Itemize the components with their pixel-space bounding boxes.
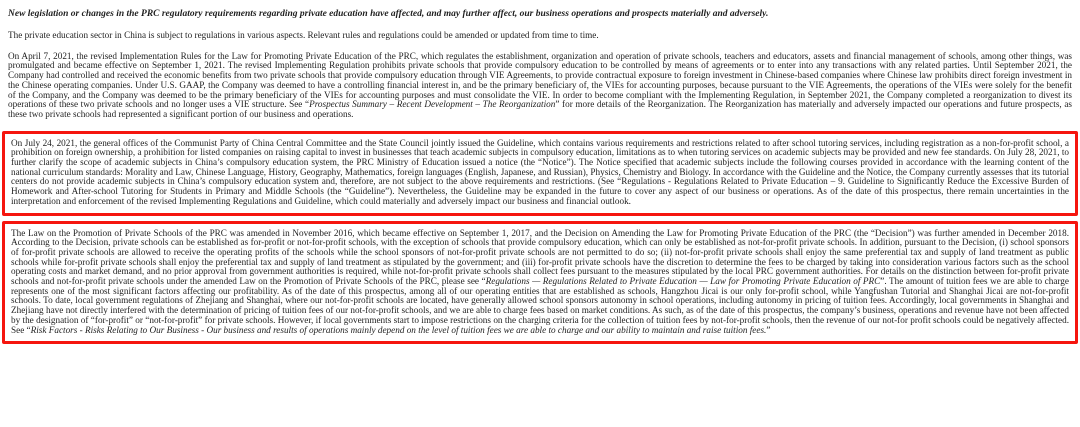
annotation-box-private-schools-law: [2, 221, 1078, 345]
paragraph-intro: The private education sector in China is subject to regulations in various aspects. Relevant rules and regulations could be amended or updated from time to time.: [8, 30, 599, 40]
paragraph-implementation-rules: On April 7, 2021, the revised Implementation Rules for the Law for Promoting Private Education of the PRC, which regulates the establishment, organization and operation of private schools, teachers and educators, assets and financial management of schools, among other things, was promulgated and became effective on September 1, 2021. The revised Implementing Regulation prohibits private schools that provide compulsory education to be controlled by means of agreements or to enter into any transactions with any related parties. Until September 2021, the Company had controlled and received the economic benefits from two private schools that provide compulsory education through VIE Agreements, to provide contractual exposure to foreign investment in Chinese-based companies where Chinese law prohibits direct foreign investment in the Chinese operating companies. Under U.S. GAAP, the Company was deemed to have a controlling financial interest in, and be the primary beneficiary of, the VIEs for accounting purposes, because pursuant to the VIE Agreements, the operations of the VIEs were solely for the benefit of the Company, and the Company was deemed to be the primary beneficiary of the VIEs for accounting purposes and must consolidate the VIE. In order to become compliant with the Implementing Regulation, in September 2021, the Company completed a reorganization to divest its operations of these two private schools and no longer uses a VIE structure. See “Prospectus Summary – Recent Development – The Reorganization” for more details of the Reorganization. The Reorganization has materially and adversely impacted our operations and future prospects, as these two private schools had represented a significant portion of our business and operations.: [8, 50, 1072, 119]
section-heading: New legislation or changes in the PRC regulatory requirements regarding private education have affected, and may further affect, our business operations and prospects materially and adversely.: [8, 9, 769, 19]
annotation-box-guideline: [2, 131, 1078, 216]
paragraph-guideline: On July 24, 2021, the general offices of the Communist Party of China Central Committee and the State Council jointly issued the Guideline, which contains various requirements and restrictions related to after school tutoring services, including registration as a non-for-profit school, a prohibition on foreign ownership, a prohibition for listed companies on raising capital to invest in businesses that teach academic subjects in compulsory education, limitations as to when tutoring services on academic subjects may be provided and new fee standards. On July 28, 2021, to further clarify the scope of academic subjects in China’s compulsory education system, the PRC Ministry of Education issued a notice (the “Notice”). The Notice specified that academic subjects include the following courses provided in accordance with the learning content of the national curriculum standards: Morality and Law, Chinese Language, History, Geography, Mathematics, foreign languages (English, Japanese, and Russian), Physics, Chemistry and Biology. In accordance with the Guideline and the Notice, the Company currently assesses that its tutorial centers do not provide academic subjects in China’s compulsory education system and, therefore, are not subject to the above requirements and restrictions. (See “Regulations - Regulations Related to Private Education – 9. Guideline to Significantly Reduce the Excessive Burden of Homework and After-school Tutoring for Students in Primary and Middle Schools (the “Guideline”). Nevertheless, the Guideline may be expanded in the future to cover any aspect of our business or operations. As of the date of this prospectus, there remain uncertainties in the interpretation and enforcement of the revised Implementing Regulations and Guideline, which could materially and adversely impact our business and financial outlook.: [11, 137, 1069, 206]
paragraph-private-schools-law: The Law on the Promotion of Private Schools of the PRC was amended in November 2016, which became effective on September 1, 2017, and the Decision on Amending the Law for Promoting Private Education of the PRC (the “Decision”) was further amended in December 2018. According to the Decision, private schools can be established as for-profit or not-for-profit schools, with the exception of schools that provide compulsory education, which can only be established as not-for-profit private schools. In addition, pursuant to the Decision, (i) school sponsors of for-profit private schools are allowed to receive the operating profits of the schools while the school sponsors of not-for-profit private schools are not permitted to do so; (ii) not-for-profit private schools shall enjoy the same preferential tax and supply of land treatment as public schools while for-profit private schools shall enjoy the preferential tax and supply of land treatment as stipulated by the government; and (iii) for-profit private schools have the discretion to determine the fees to be charged by taking into consideration various factors such as the school operating costs and market demand, and no prior approval from government authorities is required, while not-for-profit private schools shall collect fees pursuant to the measures stipulated by the local PRC government authorities. For details on the distinction between for-profit private schools and not-for-profit private schools under the amended Law on the Promotion of Private Schools of the PRC, please see “Regulations — Regulations Related to Private Education — Law for Promoting Private Education of PRC”. The amount of tuition fees we are able to charge represents one of the most significant factors affecting our profitability. As of the date of this prospectus, among all of our operating entities that are established as schools, Hangzhou Jicai is our only for-profit school, while Yangfushan Tutorial and Shanghai Jicai are not-for-profit schools. To date, local government regulations of Zhejiang and Shanghai, where our not-for-profit schools are located, have generally allowed school sponsors autonomy in school operations, including autonomy in pricing of tuition fees. Accordingly, local governments in Shanghai and Zhejiang have not directly interfered with the determination of pricing of tuition fees of our not-for-profit schools, and we are able to charge fees based on market conditions. As such, as of the date of this prospectus, the company’s business, operations and revenue have not been affected by the designation of “for-profit” or “not-for-profit” for private schools. However, if local governments start to impose restrictions on the charging criteria for the collection of tuition fees by not-for-profit schools, then the revenue of our not-for profit schools could be negatively affected. See “Risk Factors - Risks Relating to Our Business - Our business and results of operations mainly depend on the level of tuition fees we are able to charge and our ability to maintain and raise tuition fees.”: [11, 227, 1069, 335]
